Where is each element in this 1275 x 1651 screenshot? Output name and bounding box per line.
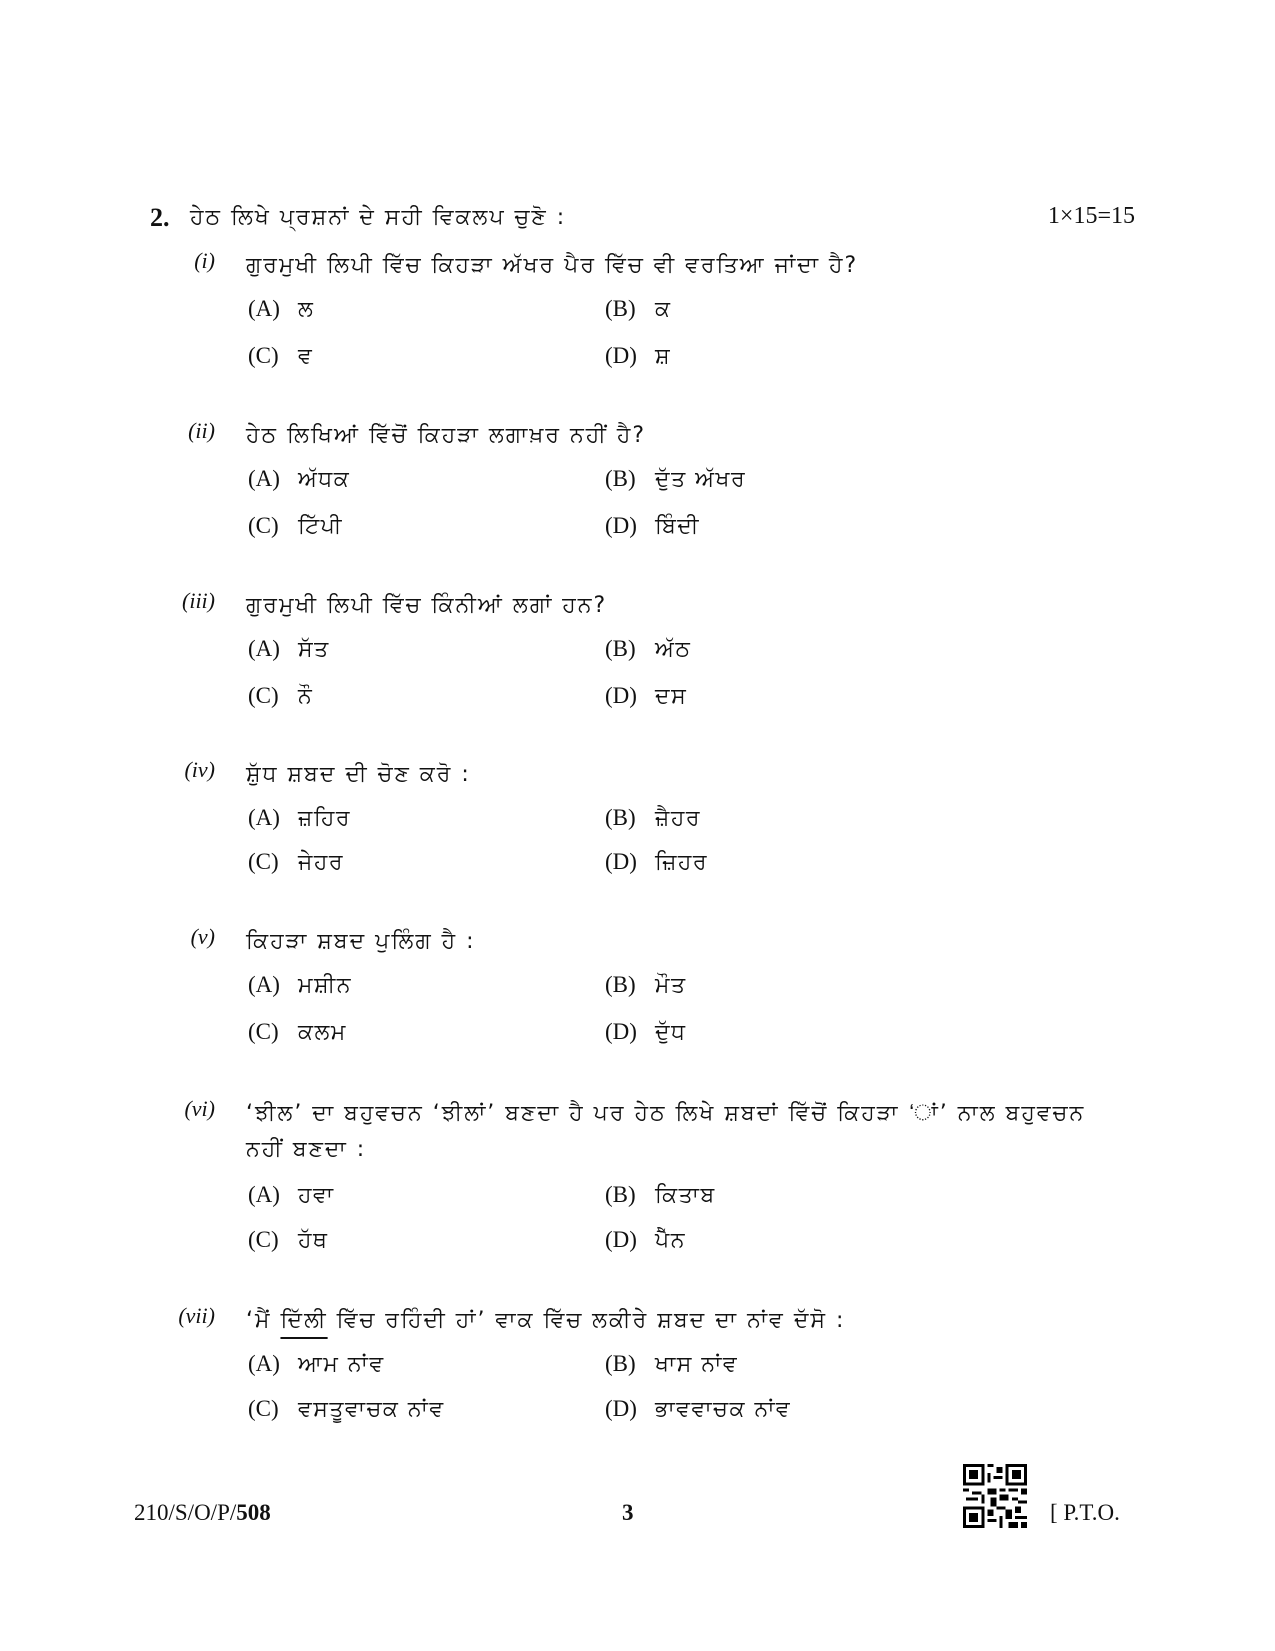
option-letter: (B) (605, 1182, 636, 1207)
option-a (248, 296, 314, 322)
option-d (605, 343, 671, 369)
option-letter: (C) (248, 1227, 279, 1252)
option-letter: (D) (605, 683, 637, 708)
option-b (605, 972, 687, 998)
option-letter: (A) (248, 466, 280, 491)
option-d (605, 849, 708, 875)
option-text: ਕ (655, 297, 672, 322)
option-letter: (A) (248, 636, 280, 661)
option-text: ਜ਼ੈਹਰ (655, 806, 701, 831)
subquestion-label: (vii) (178, 1303, 215, 1328)
option-text: ਜ਼ਹਿਰ (298, 806, 352, 831)
subquestion-label: (i) (194, 248, 215, 273)
subquestion-text (246, 1303, 1091, 1339)
option-text: ਖਾਸ ਨਾਂਵ (655, 1352, 739, 1377)
option-letter: (B) (605, 466, 636, 491)
subquestion-text: ਕਿਹੜਾ ਸ਼ਬਦ ਪੁਲਿੰਗ ਹੈ : (246, 929, 476, 954)
option-text: ਦੁੱਤ ਅੱਖਰ (655, 467, 747, 492)
option-text: ਅੱਠ (655, 637, 692, 662)
page-number: 3 (622, 1500, 634, 1525)
option-text: ਲ (298, 297, 315, 322)
option-letter: (A) (248, 1351, 280, 1376)
option-letter: (D) (605, 343, 637, 368)
option-text: ਅੱਧਕ (298, 467, 351, 492)
option-letter: (D) (605, 849, 637, 874)
option-a (248, 466, 350, 492)
text-segment: ਵਿੱਚ ਰਹਿੰਦੀ ਹਾਂ’ ਵਾਕ ਵਿੱਚ ਲਕੀਰੇ ਸ਼ਬਦ ਦਾ ਨਾਂਵ ਦੱਸੋ : (327, 1308, 846, 1333)
option-letter: (C) (248, 1396, 279, 1421)
option-text: ਵ (298, 344, 314, 369)
option-a (248, 805, 351, 831)
text-segment: ‘ਮੈਂ (246, 1308, 281, 1333)
option-text: ਜੇਹਰ (298, 850, 345, 875)
option-text: ਟਿੱਪੀ (298, 514, 343, 539)
option-b (605, 1351, 738, 1377)
option-text: ਮਸ਼ੀਨ (298, 973, 353, 998)
option-text: ਕਿਤਾਬ (655, 1183, 716, 1208)
option-letter: (D) (605, 513, 637, 538)
option-letter: (C) (248, 849, 279, 874)
option-letter: (C) (248, 343, 279, 368)
underlined-word: ਦਿੱਲੀ (280, 1308, 328, 1333)
subquestion-label: (v) (190, 924, 215, 949)
option-text: ਹੱਥ (298, 1228, 329, 1253)
option-text: ਬਿੰਦੀ (655, 514, 700, 539)
option-a (248, 636, 330, 662)
option-letter: (A) (248, 805, 280, 830)
option-c (248, 849, 344, 875)
option-b (605, 1182, 716, 1208)
subquestion-text: ਗੁਰਮੁਖੀ ਲਿਪੀ ਵਿੱਚ ਕਿਹੜਾ ਅੱਖਰ ਪੈਰ ਵਿੱਚ ਵੀ ਵਰਤਿਆ ਜਾਂਦਾ ਹੈ? (246, 253, 859, 278)
option-letter: (A) (248, 1182, 280, 1207)
subquestion-text: ‘ਝੀਲ’ ਦਾ ਬਹੁਵਚਨ ‘ਝੀਲਾਂ’ ਬਣਦਾ ਹੈ ਪਰ ਹੇਠ ਲਿਖੇ ਸ਼ਬਦਾਂ ਵਿੱਚੋਂ ਕਿਹੜਾ ‘ਾਂ’ ਨਾਲ ਬਹੁਵਚਨ ਨਹੀਂ ਬਣਦਾ : (246, 1101, 1086, 1162)
question-number: 2. (150, 203, 170, 232)
option-c (248, 1227, 328, 1253)
option-b (605, 296, 672, 322)
subquestion-label: (vi) (184, 1096, 215, 1121)
option-d (605, 683, 687, 709)
option-c (248, 1396, 445, 1422)
option-text: ਦਸ (655, 684, 688, 709)
option-a (248, 972, 352, 998)
subquestion-text: ਹੇਠ ਲਿਖਿਆਂ ਵਿੱਚੋਂ ਕਿਹੜਾ ਲਗਾਖ਼ਰ ਨਹੀਂ ਹੈ? (246, 423, 647, 448)
option-letter: (D) (605, 1227, 637, 1252)
option-text: ਵਸਤੂਵਾਚਕ ਨਾਂਵ (298, 1397, 445, 1422)
qr-code-icon (963, 1464, 1027, 1528)
option-letter: (B) (605, 805, 636, 830)
option-letter: (B) (605, 1351, 636, 1376)
subquestion-label: (ii) (188, 418, 215, 443)
option-text: ਜ਼ਿਹਰ (655, 850, 709, 875)
option-b (605, 466, 746, 492)
option-b (605, 805, 701, 831)
subquestion-label: (iii) (182, 588, 215, 613)
option-b (605, 636, 691, 662)
option-c (248, 1019, 347, 1045)
option-text: ਪੈੱਨ (655, 1228, 686, 1253)
option-c (248, 343, 313, 369)
option-text: ਹਵਾ (298, 1183, 335, 1208)
option-letter: (C) (248, 513, 279, 538)
subquestion-label: (iv) (184, 757, 215, 782)
question-marks: 1×15=15 (1047, 203, 1135, 229)
pto-marker: [ P.T.O. (1050, 1500, 1120, 1525)
option-letter: (B) (605, 296, 636, 321)
paper-code-number: 508 (236, 1500, 271, 1525)
option-letter: (D) (605, 1396, 637, 1421)
option-c (248, 513, 343, 539)
option-a (248, 1182, 335, 1208)
option-text: ਆਮ ਨਾਂਵ (298, 1352, 385, 1377)
question-instruction: ਹੇਠ ਲਿਖੇ ਪ੍ਰਸ਼ਨਾਂ ਦੇ ਸਹੀ ਵਿਕਲਪ ਚੁਣੋ : (190, 205, 567, 230)
option-text: ਦੁੱਧ (655, 1020, 687, 1045)
option-d (605, 1396, 791, 1422)
option-text: ਸ਼ (655, 344, 672, 369)
paper-code-prefix: 210/S/O/P/ (134, 1500, 237, 1525)
option-a (248, 1351, 385, 1377)
option-d (605, 1019, 686, 1045)
option-letter: (D) (605, 1019, 637, 1044)
subquestion-text: ਸ਼ੁੱਧ ਸ਼ਬਦ ਦੀ ਚੋਣ ਕਰੋ : (246, 762, 471, 787)
option-text: ਮੌਤ (655, 973, 687, 998)
option-letter: (B) (605, 972, 636, 997)
option-text: ਭਾਵਵਾਚਕ ਨਾਂਵ (655, 1397, 792, 1422)
option-letter: (C) (248, 1019, 279, 1044)
option-d (605, 513, 700, 539)
option-letter: (C) (248, 683, 279, 708)
option-c (248, 683, 313, 709)
option-letter: (A) (248, 296, 280, 321)
paper-code (134, 1500, 271, 1526)
question-header (150, 203, 1135, 239)
option-d (605, 1227, 686, 1253)
option-letter: (A) (248, 972, 280, 997)
option-text: ਕਲਮ (298, 1020, 347, 1045)
option-text: ਸੱਤ (298, 637, 330, 662)
subquestion-text: ਗੁਰਮੁਖੀ ਲਿਪੀ ਵਿੱਚ ਕਿੰਨੀਆਂ ਲਗਾਂ ਹਨ? (246, 593, 608, 618)
option-text: ਨੌ (298, 684, 314, 709)
option-letter: (B) (605, 636, 636, 661)
